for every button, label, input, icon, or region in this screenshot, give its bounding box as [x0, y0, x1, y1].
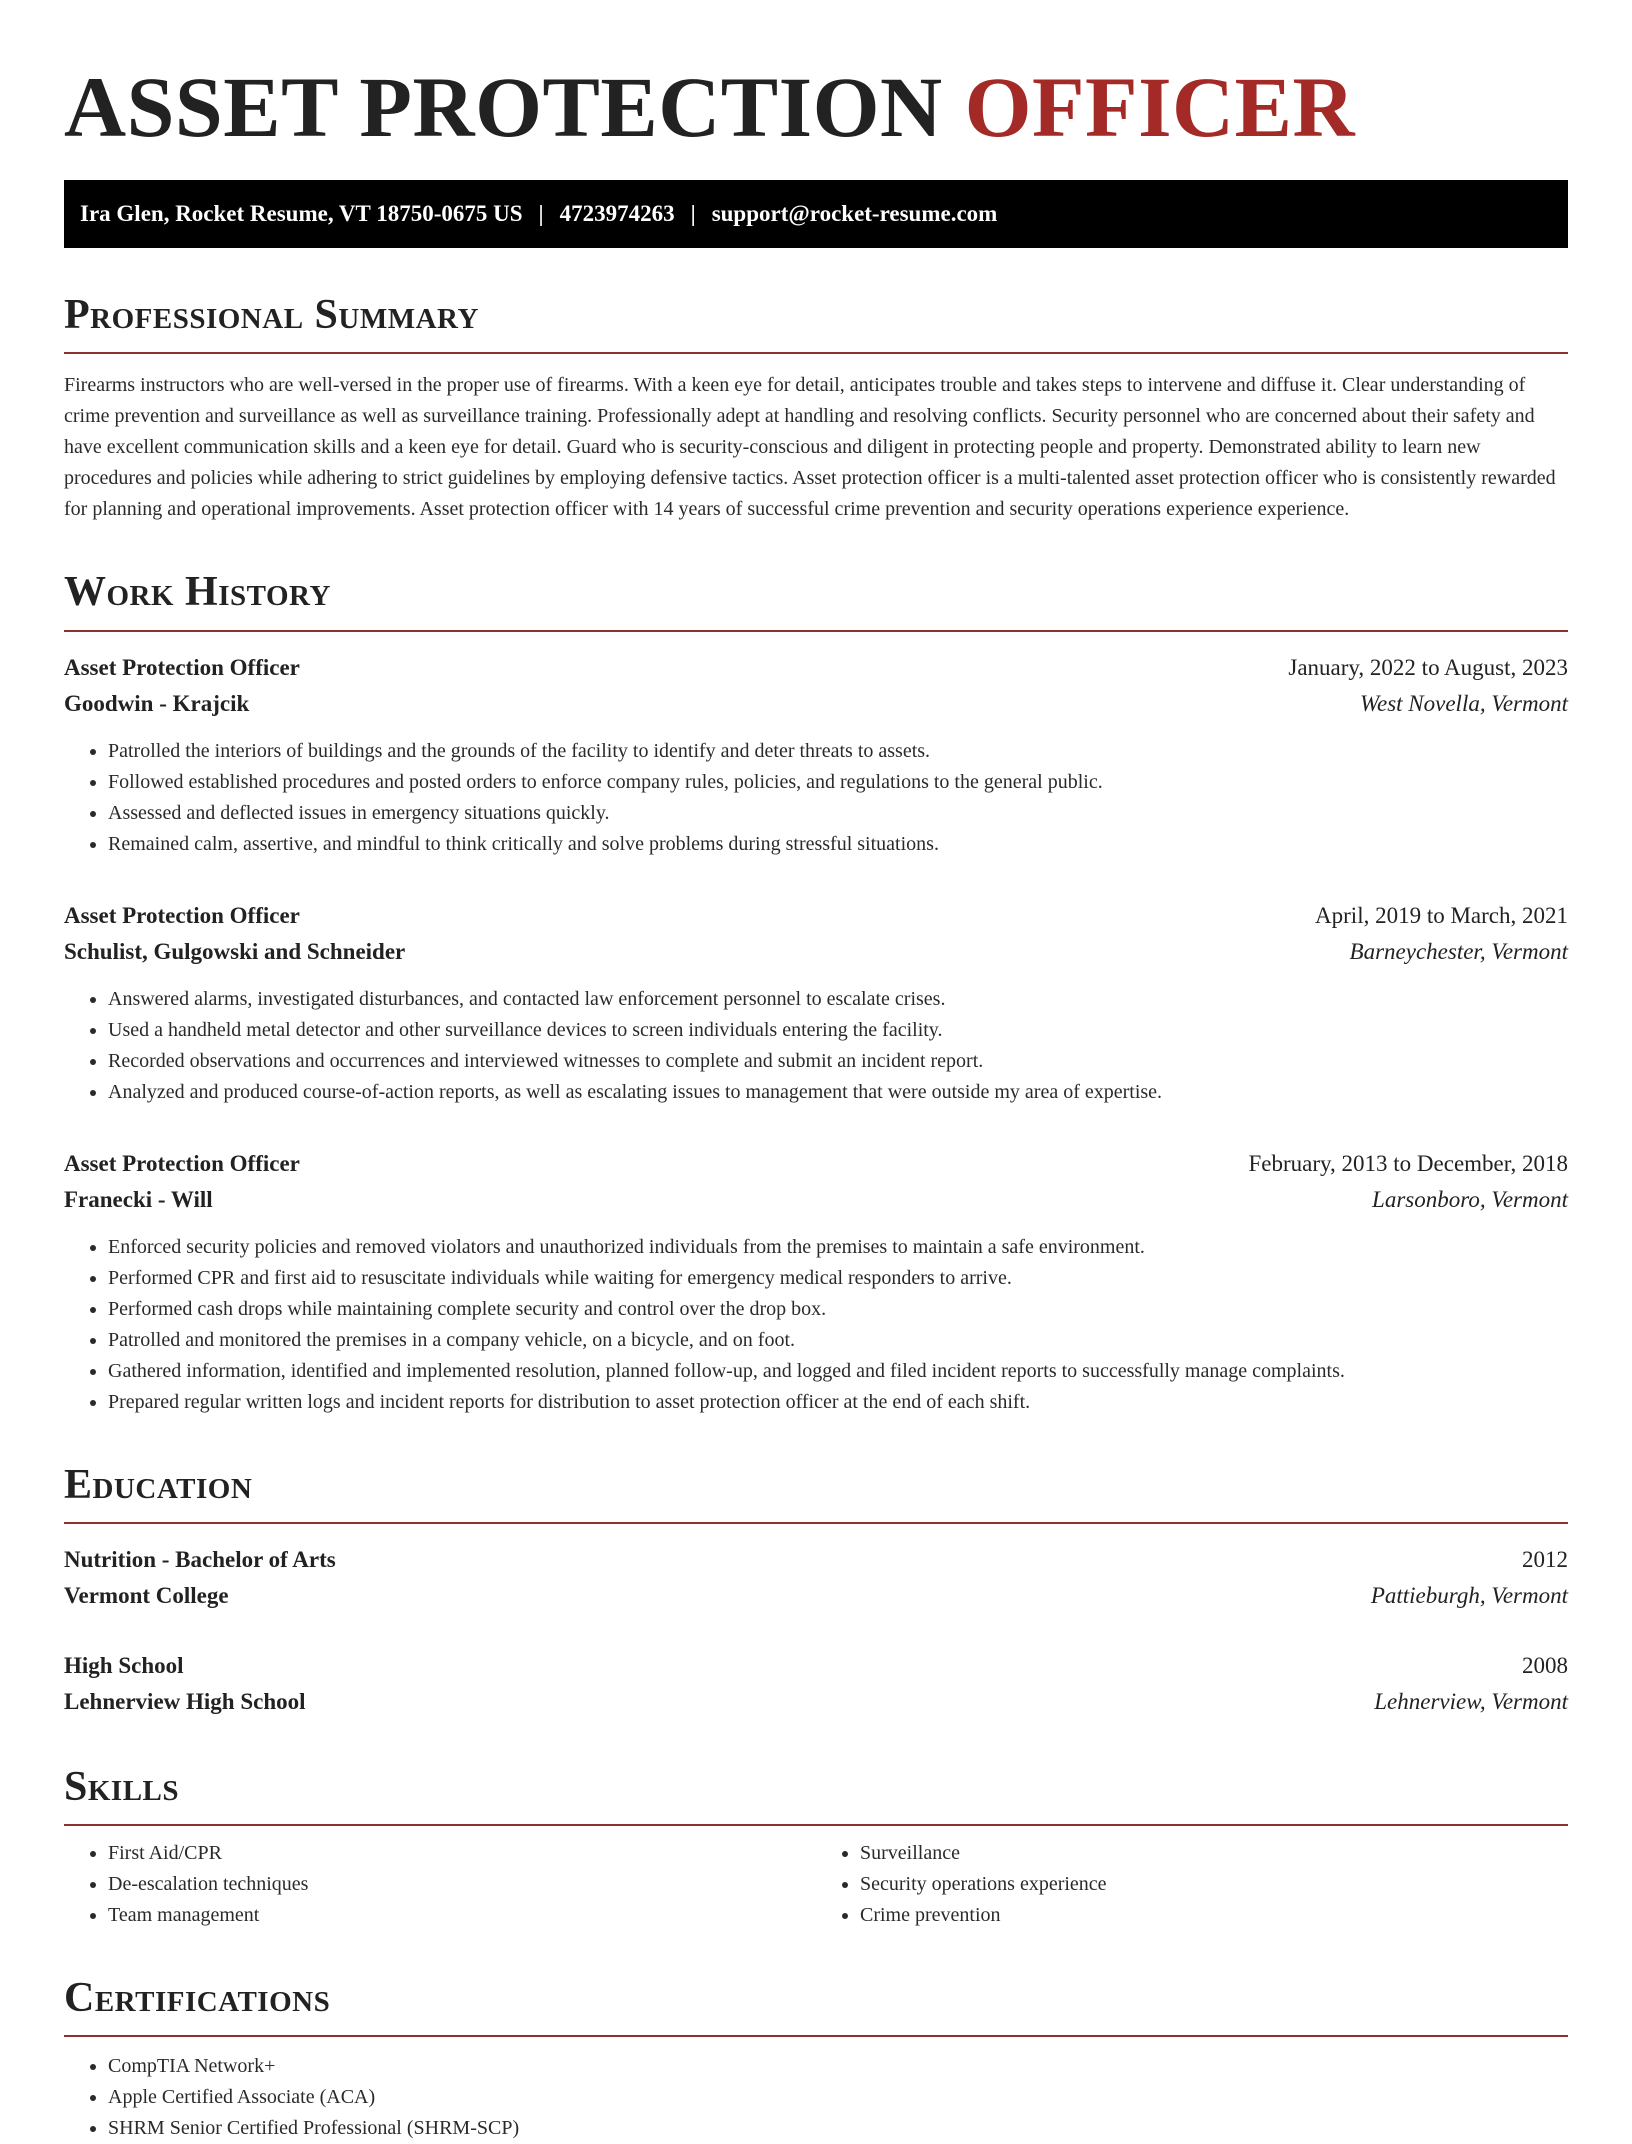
section-heading-certifications: Certifications: [64, 1975, 1568, 2037]
skill-item: • Surveillance: [860, 1838, 1568, 1869]
contact-separator: |: [538, 201, 544, 227]
education-entry: [64, 1648, 1568, 1720]
job-bullet: • Enforced security policies and removed violators and unauthorized individuals from the premises to maintain a safe environment.: [108, 1232, 1568, 1263]
job-bullet: • Analyzed and produced course-of-action reports, as well as escalating issues to management that were outside my area of expertise.: [108, 1077, 1568, 1108]
job-bullet: • Recorded observations and occurrences and interviewed witnesses to complete and submit an incident report.: [108, 1046, 1568, 1077]
job-location: Barneychester, Vermont: [1349, 938, 1568, 964]
work-history-section: [64, 569, 1568, 1417]
skill-item: • Security operations experience: [860, 1869, 1568, 1900]
education-section: [64, 1462, 1568, 1720]
education-school-row: [64, 1578, 1568, 1614]
summary-text: Firearms instructors who are well-versed in the proper use of firearms. With a keen eye for detail, anticipates trouble and takes steps to intervene and diffuse it. Clear understanding of crime prevention and surveillance as well as surveillance training. Professionally adept at handling and resolving conflicts. Security personnel who are concerned about their safety and have excellent communication skills and a keen eye for detail. Guard who is security-conscious and diligent in protecting people and property. Demonstrated ability to learn new procedures and policies while adhering to strict guidelines by employing defensive tactics. Asset protection officer is a multi-talented asset protection officer who is consistently rewarded for planning and operational improvements. Asset protection officer with 14 years of successful crime prevention and security operations experience experience.: [64, 374, 1556, 521]
education-location: Pattieburgh, Vermont: [1370, 1582, 1568, 1608]
job-bullet: • Performed CPR and first aid to resuscitate individuals while waiting for emergency medical responders to arrive.: [108, 1263, 1568, 1294]
section-heading-skills: Skills: [64, 1764, 1568, 1826]
certification-item: • Apple Certified Associate (ACA): [108, 2082, 1568, 2113]
resume-title: [64, 56, 1568, 159]
job-company-row: [64, 934, 1568, 970]
job-bullet: • Followed established procedures and posted orders to enforce company rules, policies, and regulations to the general public.: [108, 767, 1568, 798]
section-heading-summary: Professional Summary: [64, 292, 1568, 354]
skills-grid: [64, 1838, 1568, 1931]
job-dates: January, 2022 to August, 2023: [1288, 654, 1568, 680]
job-bullet: • Patrolled the interiors of buildings and the grounds of the facility to identify and deter threats to assets.: [108, 736, 1568, 767]
education-degree: Nutrition - Bachelor of Arts: [64, 1546, 336, 1572]
job-bullets: [64, 1232, 1568, 1418]
skills-section: [64, 1764, 1568, 1931]
job-bullets: [64, 736, 1568, 860]
job-bullet: • Patrolled and monitored the premises in a company vehicle, on a bicycle, and on foot.: [108, 1325, 1568, 1356]
job-bullet: • Used a handheld metal detector and other surveillance devices to screen individuals entering the facility.: [108, 1015, 1568, 1046]
job-dates: February, 2013 to December, 2018: [1248, 1150, 1568, 1176]
job-company: Franecki - Will: [64, 1186, 213, 1212]
job-dates: April, 2019 to March, 2021: [1315, 902, 1568, 928]
job-bullet: • Remained calm, assertive, and mindful to think critically and solve problems during stressful situations.: [108, 829, 1568, 860]
job-bullet: • Answered alarms, investigated disturbances, and contacted law enforcement personnel to escalate crises.: [108, 984, 1568, 1015]
title-accent: OFFICER: [964, 59, 1356, 155]
skill-item: • Crime prevention: [860, 1900, 1568, 1931]
title-main: ASSET PROTECTION: [64, 59, 943, 155]
education-header-row: [64, 1648, 1568, 1684]
skill-item: • De-escalation techniques: [108, 1869, 816, 1900]
contact-bar: [64, 180, 1568, 248]
job-header-row: [64, 1146, 1568, 1182]
education-school-row: [64, 1684, 1568, 1720]
job-bullet: • Assessed and deflected issues in emergency situations quickly.: [108, 798, 1568, 829]
job-company-row: [64, 686, 1568, 722]
summary-section: [64, 292, 1568, 525]
skills-list-left: [64, 1838, 816, 1931]
job-header-row: [64, 898, 1568, 934]
job-location: Larsonboro, Vermont: [1372, 1186, 1568, 1212]
education-school: Vermont College: [64, 1582, 229, 1608]
education-school: Lehnerview High School: [64, 1688, 306, 1714]
job-company: Schulist, Gulgowski and Schneider: [64, 938, 406, 964]
job-header-row: [64, 650, 1568, 686]
job-entry: [64, 650, 1568, 860]
education-year: 2008: [1522, 1652, 1568, 1678]
job-title: Asset Protection Officer: [64, 654, 300, 680]
skills-list-right: [816, 1838, 1568, 1931]
education-location: Lehnerview, Vermont: [1374, 1688, 1568, 1714]
job-company: Goodwin - Krajcik: [64, 690, 250, 716]
job-company-row: [64, 1182, 1568, 1218]
job-title: Asset Protection Officer: [64, 902, 300, 928]
skill-item: • Team management: [108, 1900, 816, 1931]
job-bullet: • Prepared regular written logs and incident reports for distribution to asset protection officer at the end of each shift.: [108, 1387, 1568, 1418]
contact-separator: |: [690, 201, 696, 227]
skill-item: • First Aid/CPR: [108, 1838, 816, 1869]
job-bullets: [64, 984, 1568, 1108]
certifications-list: [64, 2051, 1568, 2144]
education-degree: High School: [64, 1652, 184, 1678]
education-entry: [64, 1542, 1568, 1614]
education-year: 2012: [1522, 1546, 1568, 1572]
job-location: West Novella, Vermont: [1359, 690, 1568, 716]
job-entry: [64, 898, 1568, 1108]
job-bullet: • Gathered information, identified and implemented resolution, planned follow-up, and logged and filed incident reports to successfully manage complaints.: [108, 1356, 1568, 1387]
certification-item: • CompTIA Network+: [108, 2051, 1568, 2082]
section-heading-work: Work History: [64, 569, 1568, 631]
contact-email: support@rocket-resume.com: [711, 201, 998, 227]
contact-address: Ira Glen, Rocket Resume, VT 18750-0675 US: [80, 201, 523, 227]
job-title: Asset Protection Officer: [64, 1150, 300, 1176]
job-bullet: • Performed cash drops while maintaining complete security and control over the drop box.: [108, 1294, 1568, 1325]
certification-item: • SHRM Senior Certified Professional (SHRM-SCP): [108, 2113, 1568, 2144]
section-heading-education: Education: [64, 1462, 1568, 1524]
contact-phone: 4723974263: [559, 201, 675, 227]
education-header-row: [64, 1542, 1568, 1578]
certifications-section: [64, 1975, 1568, 2144]
job-entry: [64, 1146, 1568, 1418]
